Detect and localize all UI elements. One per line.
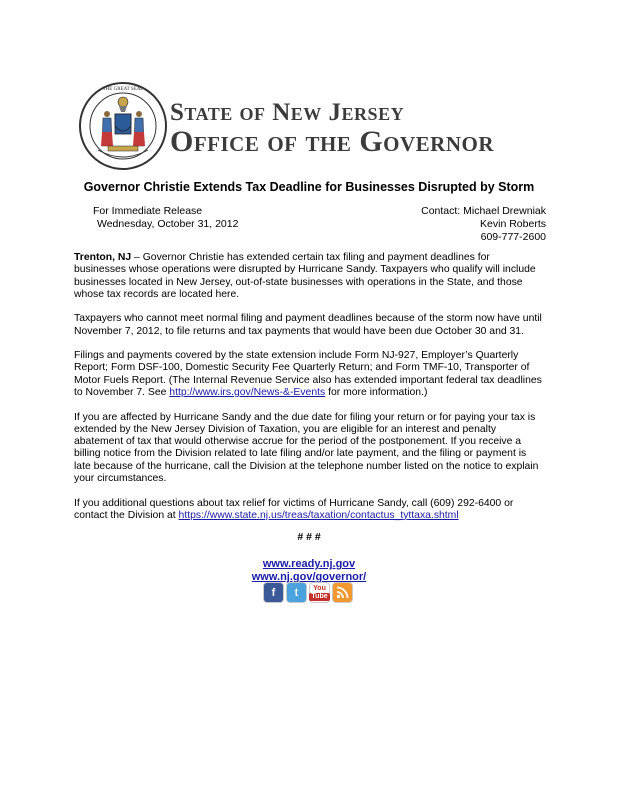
contact-info (380, 205, 546, 244)
paragraph-3 (74, 350, 544, 399)
irs-link[interactable]: http://www.irs.gov/News-&-Events (169, 387, 326, 399)
office-name-line2: Office of the Governor (170, 125, 495, 158)
ready-nj-link[interactable]: www.ready.nj.gov (262, 558, 356, 570)
paragraph-3-tail: for more information.) (325, 387, 428, 399)
paragraph-1-text: – Governor Christie has extended certain tax filing and payment deadlines for businesses whose operations were disrupted by Hurricane Sandy. Taxpayers who qualify will include businesses located in New Jersey, out-of-state businesses with operations in the State, and those whose tax records are located here. (74, 252, 536, 300)
paragraph-1 (74, 252, 544, 301)
twitter-icon[interactable]: t (287, 583, 306, 602)
rss-icon[interactable] (333, 583, 352, 602)
svg-text:THE GREAT SEAL: THE GREAT SEAL (102, 87, 144, 92)
paragraph-3-text: Filings and payments covered by the state extension include Form NJ-927, Employer’s Quarterly Report; Form DSF-100, Domestic Security Fee Quarterly Return; and Form TMF-10, Transporter of Motor Fuels Report. (The Internal Revenue Service also has extended important federal tax deadlines to November 7. See (74, 350, 542, 399)
facebook-icon[interactable]: f (264, 583, 283, 602)
paragraph-2: Taxpayers who cannot meet normal filing and payment deadlines because of the storm now have until November 7, 2012, to file returns and tax payments that would have been due October 30 and 31. (74, 313, 542, 337)
paragraph-5 (74, 498, 544, 523)
footer-links-1 (0, 558, 618, 570)
contact-line1: Contact: Michael Drewniak (421, 205, 546, 217)
contact-phone: 609-777-2600 (480, 231, 546, 243)
governor-site-link[interactable]: www.nj.gov/governor/ (251, 571, 367, 583)
release-date: Wednesday, October 31, 2012 (97, 218, 239, 230)
footer-links-2 (0, 571, 618, 583)
taxation-contact-link[interactable]: https://www.state.nj.us/treas/taxation/contactus_tyttaxa.shtml (178, 509, 459, 521)
paragraph-5-text: If you additional questions about tax relief for victims of Hurricane Sandy, call (609) 292-6400 or contact the Division at (74, 497, 514, 521)
press-release-headline: Governor Christie Extends Tax Deadline for Businesses Disrupted by Storm (83, 180, 535, 194)
end-marks: # # # (297, 531, 321, 543)
release-body (74, 252, 544, 534)
office-name-line1: State of New Jersey (170, 99, 405, 126)
release-info (93, 205, 238, 231)
youtube-icon[interactable]: You Tube (310, 583, 329, 602)
dateline: Trenton, NJ (74, 252, 132, 263)
state-seal-logo (78, 80, 168, 172)
paragraph-4: If you are affected by Hurricane Sandy and the due date for filing your return or for paying your tax is extended by the New Jersey Division of Taxation, you are eligible for an interest and penalty abatement of tax that would otherwise accrue for the period of the postponement. If you receive a billing notice from the Division related to late filing and/or late payment, and the filing or payment is late because of the hurricane, call the Division at the telephone number listed on the notice to explain your circumstances. (74, 411, 539, 485)
release-type: For Immediate Release (93, 205, 203, 217)
social-icons (264, 583, 354, 603)
contact-line2: Kevin Roberts (480, 218, 546, 230)
